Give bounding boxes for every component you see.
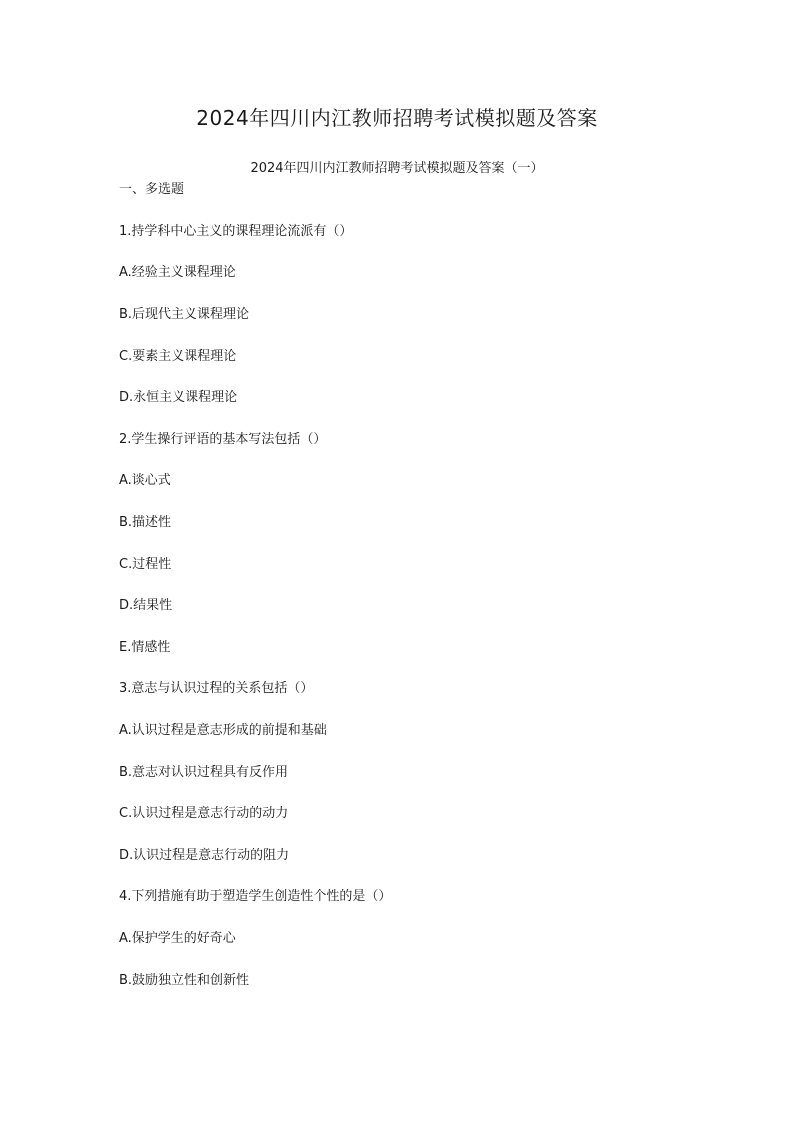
question-1: 1.持学科中心主义的课程理论流派有（） xyxy=(119,224,353,239)
question-2-option-e: E.情感性 xyxy=(119,640,171,655)
question-3: 3.意志与认识过程的关系包括（） xyxy=(119,681,314,696)
question-1-option-d: D.永恒主义课程理论 xyxy=(119,390,238,405)
question-1-option-b: B.后现代主义课程理论 xyxy=(119,307,250,322)
document-subtitle: 2024年四川内江教师招聘考试模拟题及答案（一） xyxy=(250,161,544,176)
question-2-option-c: C.过程性 xyxy=(119,557,172,572)
question-2-option-b: B.描述性 xyxy=(119,515,172,530)
question-3-option-c: C.认识过程是意志行动的动力 xyxy=(119,806,289,821)
document-title: 2024年四川内江教师招聘考试模拟题及答案 xyxy=(196,106,598,130)
question-3-option-a: A.认识过程是意志形成的前提和基础 xyxy=(119,723,327,738)
question-3-option-d: D.认识过程是意志行动的阻力 xyxy=(119,848,290,863)
question-2-option-d: D.结果性 xyxy=(119,598,173,613)
question-4-option-a: A.保护学生的好奇心 xyxy=(119,931,236,946)
question-1-option-a: A.经验主义课程理论 xyxy=(119,265,236,280)
question-1-option-c: C.要素主义课程理论 xyxy=(119,349,237,364)
section-heading: 一、多选题 xyxy=(119,182,185,197)
question-3-option-b: B.意志对认识过程具有反作用 xyxy=(119,765,289,780)
question-4-option-b: B.鼓励独立性和创新性 xyxy=(119,973,250,988)
question-2-option-a: A.谈心式 xyxy=(119,473,171,488)
question-2: 2.学生操行评语的基本写法包括（） xyxy=(119,432,327,447)
question-4: 4.下列措施有助于塑造学生创造性个性的是（） xyxy=(119,889,392,904)
